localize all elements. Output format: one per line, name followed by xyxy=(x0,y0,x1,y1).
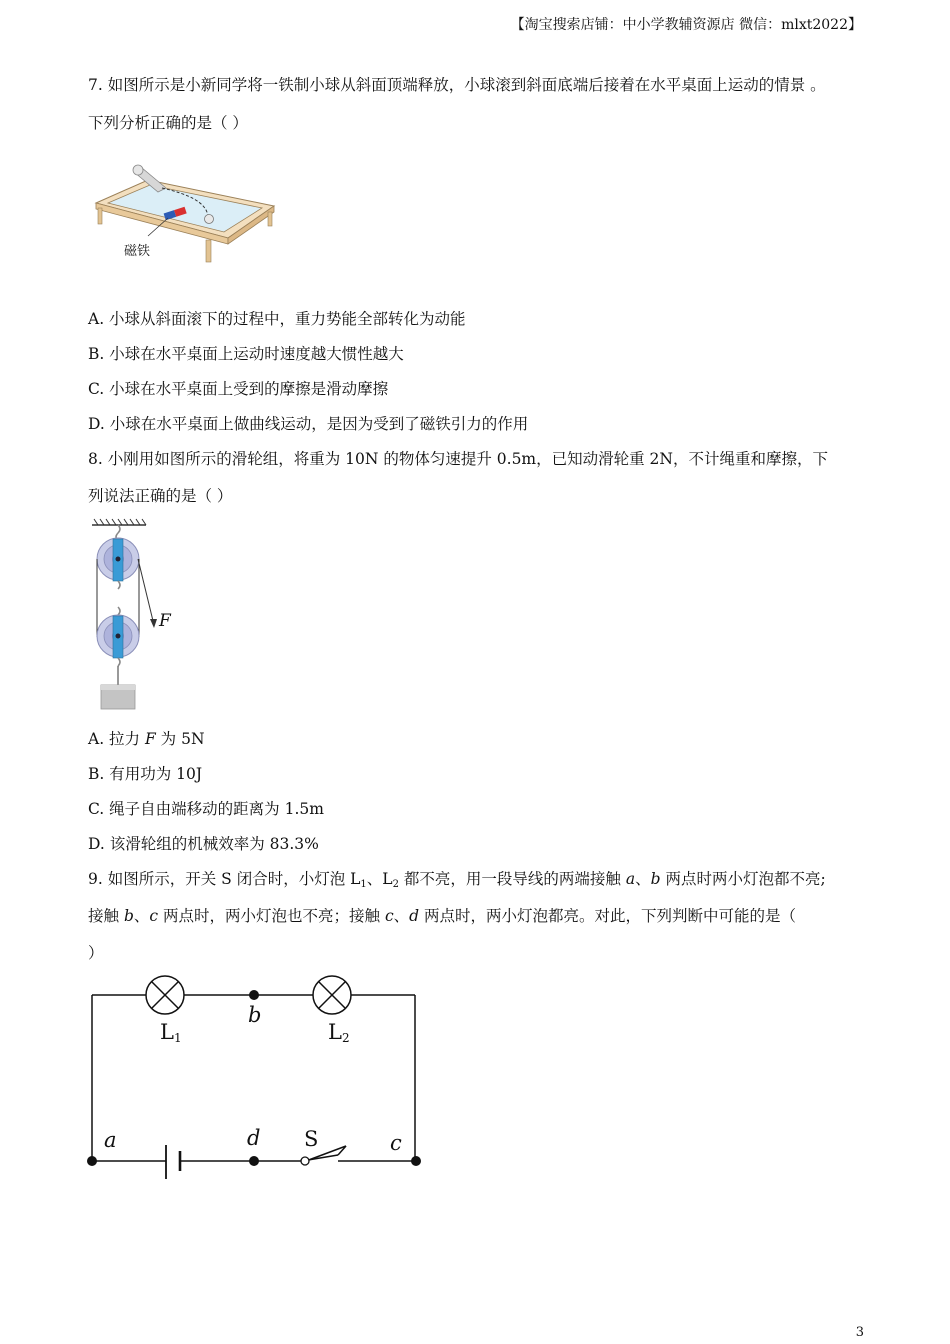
q8-figure-pulley-system xyxy=(88,515,188,715)
q7-stem-line2: 下列分析正确的是（ ） xyxy=(88,114,248,132)
q8-option-a xyxy=(88,728,205,750)
q9-stem-line2 xyxy=(88,905,796,927)
q9-l2-b: 、 xyxy=(133,907,150,925)
circuit-label-s: S xyxy=(304,1127,319,1151)
q9-l2-e: 两点时，两小灯泡都亮。对此，下列判断中可能的是（ xyxy=(419,907,797,925)
q9-l2-vc2: c xyxy=(384,907,394,925)
q7-stem-line1: 7. 如图所示是小新同学将一铁制小球从斜面顶端释放，小球滚到斜面底端后接着在水平桌面上运动的情景 。 xyxy=(88,76,826,94)
q7-magnet-label: 磁铁 xyxy=(124,244,151,259)
q8-option-a-post: 为 5N xyxy=(155,730,205,748)
q7-option-c: C. 小球在水平桌面上受到的摩擦是滑动摩擦 xyxy=(88,380,389,398)
q7-figure-incline-table xyxy=(88,158,283,266)
q9-l1-c: 都不亮，用一段导线的两端接触 xyxy=(398,870,626,888)
svg-text:L1 xyxy=(160,1020,182,1045)
q9-l1-sub1: 1 xyxy=(360,879,367,890)
q8-option-a-pre: A. 拉力 xyxy=(88,730,145,748)
q8-option-c: C. 绳子自由端移动的距离为 1.5m xyxy=(88,800,324,818)
q9-l1-a: 9. 如图所示，开关 S 闭合时，小灯泡 L xyxy=(88,870,361,888)
q9-l2-vb: b xyxy=(123,907,134,925)
q9-l1-vb: b xyxy=(650,870,661,888)
circuit-label-d: d xyxy=(247,1126,261,1150)
page-number: 3 xyxy=(855,1325,864,1340)
q9-l2-d: 、 xyxy=(393,907,410,925)
q7-option-b: B. 小球在水平桌面上运动时速度越大惯性越大 xyxy=(88,345,404,363)
circuit-label-l2: L xyxy=(328,1020,342,1044)
page-header: 【淘宝搜索店铺：中小学教辅资源店 微信：mlxt2022】 xyxy=(510,17,862,33)
q7-option-a: A. 小球从斜面滚下的过程中，重力势能全部转化为动能 xyxy=(88,310,466,328)
svg-text:L2 xyxy=(328,1020,350,1045)
circuit-label-a: a xyxy=(104,1128,117,1152)
q9-l1-va: a xyxy=(625,870,636,888)
q9-l1-e: 两点时两小灯泡都不亮; xyxy=(660,870,826,888)
q9-l2-vc: c xyxy=(149,907,159,925)
q9-l1-d: 、 xyxy=(635,870,651,888)
circuit-label-b: b xyxy=(248,1003,262,1027)
circuit-label-l1-sub: 1 xyxy=(173,1031,182,1045)
q9-stem-line1 xyxy=(88,868,826,896)
q9-stem-line3: ） xyxy=(88,944,104,962)
q9-figure-circuit xyxy=(80,965,430,1185)
q9-l2-c: 两点时，两小灯泡也不亮；接触 xyxy=(158,907,385,925)
circuit-label-l1: L xyxy=(160,1020,174,1044)
q8-option-b: B. 有用功为 10J xyxy=(88,765,203,783)
q9-l1-sub2: 2 xyxy=(392,879,399,890)
q9-l2-a: 接触 xyxy=(88,907,124,925)
q8-option-d: D. 该滑轮组的机械效率为 83.3% xyxy=(88,835,319,853)
q7-option-d: D. 小球在水平桌面上做曲线运动，是因为受到了磁铁引力的作用 xyxy=(88,415,529,433)
q8-force-label: F xyxy=(159,611,171,631)
q8-option-a-var: F xyxy=(144,730,156,748)
circuit-label-c: c xyxy=(390,1131,402,1155)
q9-l1-b: 、L xyxy=(366,870,393,888)
q8-stem-line1: 8. 小刚用如图所示的滑轮组，将重为 10N 的物体匀速提升 0.5m，已知动滑轮重 2N，不计绳重和摩擦，下 xyxy=(88,450,828,468)
circuit-label-l2-sub: 2 xyxy=(341,1031,350,1045)
q9-l2-vd: d xyxy=(409,907,420,925)
q8-stem-line2: 列说法正确的是（ ） xyxy=(88,487,233,505)
